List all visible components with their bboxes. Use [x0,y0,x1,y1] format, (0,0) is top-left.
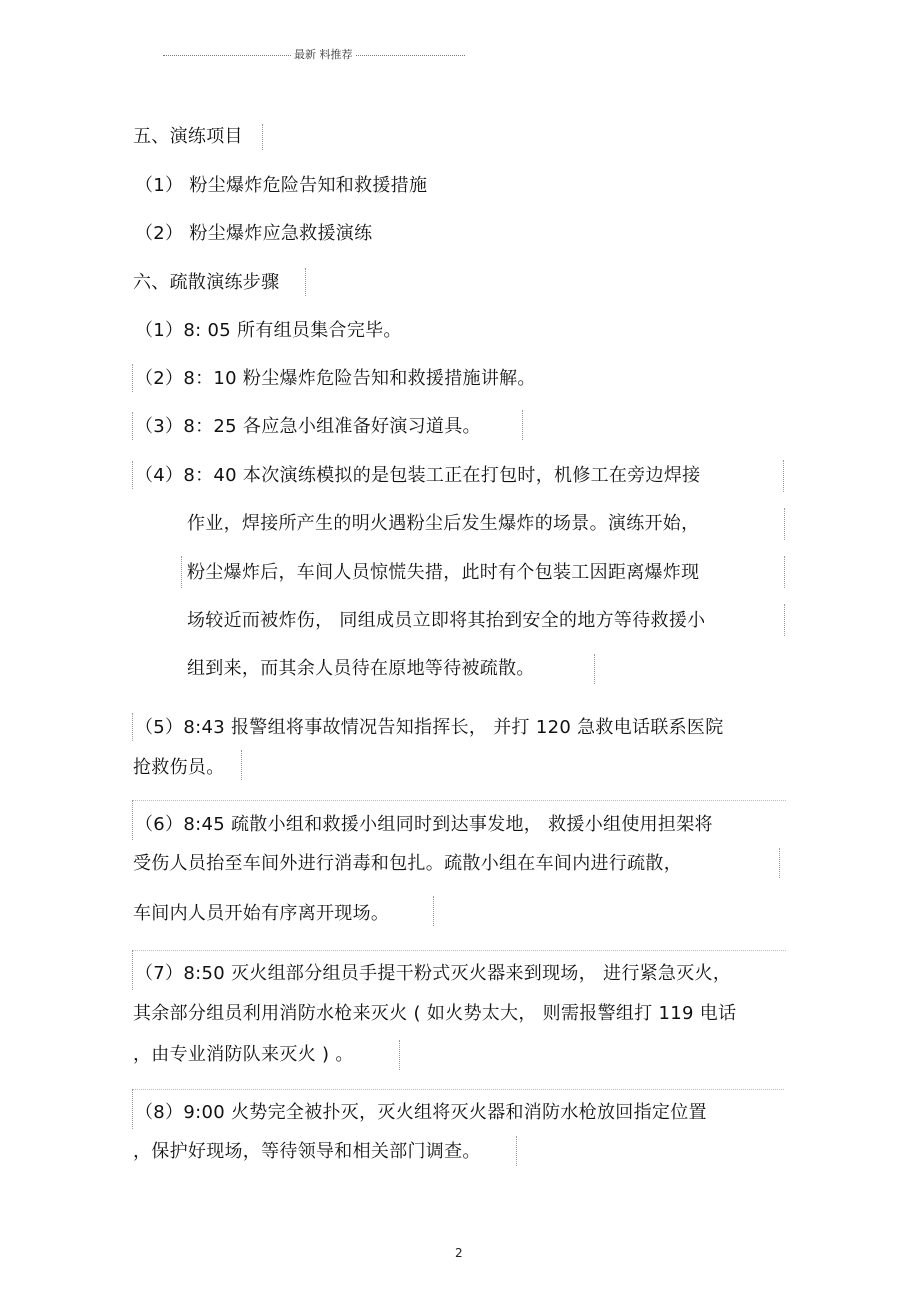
step-5-line-2: 抢救伤员。 [133,757,225,778]
layout-marker [594,654,595,684]
layout-marker [433,896,434,926]
layout-marker [522,410,523,440]
layout-marker [779,848,780,878]
layout-marker [132,713,133,741]
layout-marker [132,1089,133,1129]
step-4-line-2: 作业，焊接所产生的明火遇粉尘后发生爆炸的场景。演练开始， [187,513,700,534]
section-heading-drill-items: 五、演练项目 [133,126,243,147]
layout-marker [783,460,784,492]
layout-marker [305,268,306,296]
layout-marker [132,412,133,440]
step-4-line-4: 场较近而被炸伤， 同组成员立即将其抬到安全的地方等待救援小 [187,610,706,631]
layout-marker [132,364,133,392]
step-4-line-3: 粉尘爆炸后，车间人员惊慌失措，此时有个包装工因距离爆炸现 [187,562,700,583]
step-6-line-1: （6）8:45 疏散小组和救援小组同时到达事发地， 救援小组使用担架将 [135,814,713,835]
layout-marker [241,750,242,780]
step-6-line-2: 受伤人员抬至车间外进行消毒和包扎。疏散小组在车间内进行疏散， [133,853,682,874]
layout-marker [399,1040,400,1070]
layout-marker [132,950,133,990]
layout-marker [784,604,785,636]
layout-marker [132,800,133,840]
step-2: （2）8：10 粉尘爆炸危险告知和救援措施讲解。 [135,368,536,389]
drill-item-1: （1） 粉尘爆炸危险告知和救援措施 [135,175,428,196]
layout-marker [132,950,786,951]
layout-marker [132,461,133,489]
header-text: 最新 料推荐 [291,47,356,63]
step-7-line-2: 其余部分组员利用消防水枪来灭火 ( 如火势太大， 则需报警组打 119 电话 [133,1003,737,1024]
step-8-line-1: （8）9:00 火势完全被扑灭，灭火组将灭火器和消防水枪放回指定位置 [135,1102,707,1123]
layout-marker [784,508,785,540]
step-4-line-1: （4）8：40 本次演练模拟的是包装工正在打包时，机修工在旁边焊接 [135,465,701,486]
layout-marker [516,1136,517,1166]
step-7-line-1: （7）8:50 灭火组部分组员手提干粉式灭火器来到现场， 进行紧急灭火， [135,963,732,984]
layout-marker [262,124,263,150]
running-header [163,46,465,66]
layout-marker [132,1089,784,1090]
step-8-line-2: ，保护好现场，等待领导和相关部门调查。 [133,1141,481,1162]
step-1: （1）8: 05 所有组员集合完毕。 [135,320,402,341]
step-4-line-5: 组到来，而其余人员待在原地等待被疏散。 [187,658,535,679]
layout-marker [784,556,785,588]
drill-item-2: （2） 粉尘爆炸应急救援演练 [135,223,373,244]
step-3: （3）8：25 各应急小组准备好演习道具。 [135,416,481,437]
step-7-line-3: ，由专业消防队来灭火 ) 。 [133,1044,354,1065]
step-6-line-3: 车间内人员开始有序离开现场。 [133,903,390,924]
section-heading-evacuation-steps: 六、疏散演练步骤 [133,272,280,293]
layout-marker [132,800,786,801]
step-5-line-1: （5）8:43 报警组将事故情况告知指挥长， 并打 120 急救电话联系医院 [135,717,724,738]
layout-marker [181,556,182,588]
page-number: 2 [455,1246,463,1260]
